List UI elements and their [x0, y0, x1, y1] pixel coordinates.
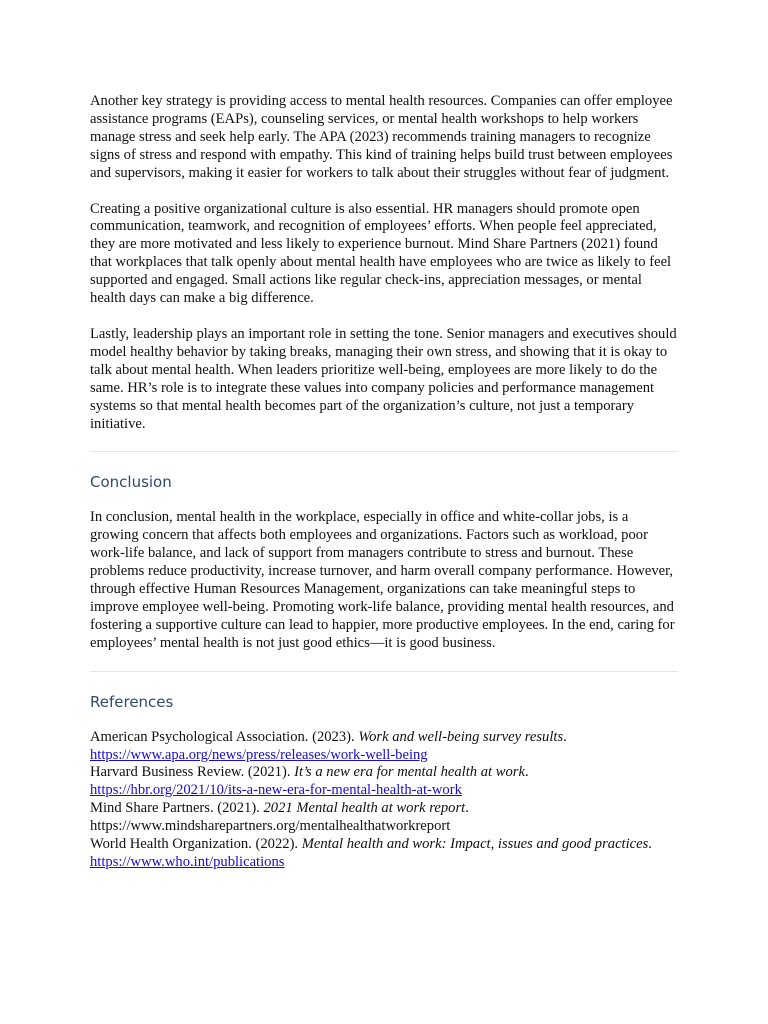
reference-suffix: . — [524, 764, 529, 781]
reference-suffix: . — [563, 728, 567, 745]
reference-item-who — [90, 836, 678, 872]
body-paragraph-resources: Another key strategy is providing access to mental health resources. Companies can offer employee assistance programs (EAPs), counseling services, or mental health workshops to help workers manage stress and seek help early. The APA (2023) recommends training managers to recognize signs of stress and respond with empathy. This kind of training helps build trust between employees and supervisors, making it easier for workers to talk about their struggles without fear of judgment. — [90, 93, 673, 181]
reference-author: Mind Share Partners. (2021). — [90, 800, 264, 817]
body-paragraph-culture: Creating a positive organizational culture is also essential. HR managers should promote open communication, teamwork, and recognition of employees’ efforts. When people feel appreciated, they are more motivated and less likely to experience burnout. Mind Share Partners (2021) found that workplaces that talk openly about mental health have employees who are twice as likely to feel supported and engaged. Small actions like regular check-ins, appreciation messages, or mental health days can make a big difference. — [90, 200, 672, 307]
reference-suffix: . — [465, 800, 469, 817]
conclusion-paragraph: In conclusion, mental health in the workplace, especially in office and white-collar jobs, is a growing concern that affects both employees and organizations. Factors such as workload, poor work-life balance, and lack of support from managers contribute to stress and burnout. These problems reduce productivity, increase turnover, and harm overall company performance. However, through effective Human Resources Management, organizations can take meaningful steps to improve employee well-being. Promoting work-life balance, providing mental health resources, and fostering a supportive culture can lead to happier, more productive employees. In the end, caring for employees’ mental health is not just good ethics—it is good business. — [90, 509, 675, 651]
reference-title: Mental health and work: Impact, issues and good practices — [301, 836, 649, 853]
document-page — [90, 93, 678, 872]
reference-title: It’s a new era for mental health at work — [294, 764, 525, 781]
reference-link[interactable]: https://hbr.org/2021/10/its-a-new-era-for-mental-health-at-work — [90, 782, 462, 799]
body-paragraph-leadership: Lastly, leadership plays an important role in setting the tone. Senior managers and executives should model healthy behavior by taking breaks, managing their own stress, and showing that it is okay to talk about mental health. When leaders prioritize well-being, employees are more likely to do the same. HR’s role is to integrate these values into company policies and performance management systems so that mental health becomes part of the organization’s culture, not just a temporary initiative. — [90, 325, 677, 432]
reference-url-text: https://www.mindsharepartners.org/mentalhealthatworkreport — [90, 818, 451, 835]
reference-author: World Health Organization. (2022). — [90, 836, 302, 853]
reference-author: Harvard Business Review. (2021). — [90, 764, 295, 781]
references-list — [90, 729, 678, 872]
reference-title: 2021 Mental health at work report — [263, 800, 466, 817]
references-heading: References — [90, 692, 174, 711]
section-divider — [90, 671, 678, 672]
reference-link[interactable]: https://www.apa.org/news/press/releases/work-well-being — [90, 746, 428, 763]
reference-item-mindshare — [90, 800, 678, 836]
reference-item-hbr — [90, 764, 678, 800]
reference-title: Work and well-being survey results — [358, 728, 564, 745]
reference-author: American Psychological Association. (2023). — [90, 728, 359, 745]
reference-link[interactable]: https://www.who.int/publications — [90, 854, 285, 870]
conclusion-heading: Conclusion — [90, 473, 172, 492]
section-divider — [90, 451, 678, 452]
reference-item-apa — [90, 729, 678, 765]
reference-suffix: . — [648, 836, 652, 853]
